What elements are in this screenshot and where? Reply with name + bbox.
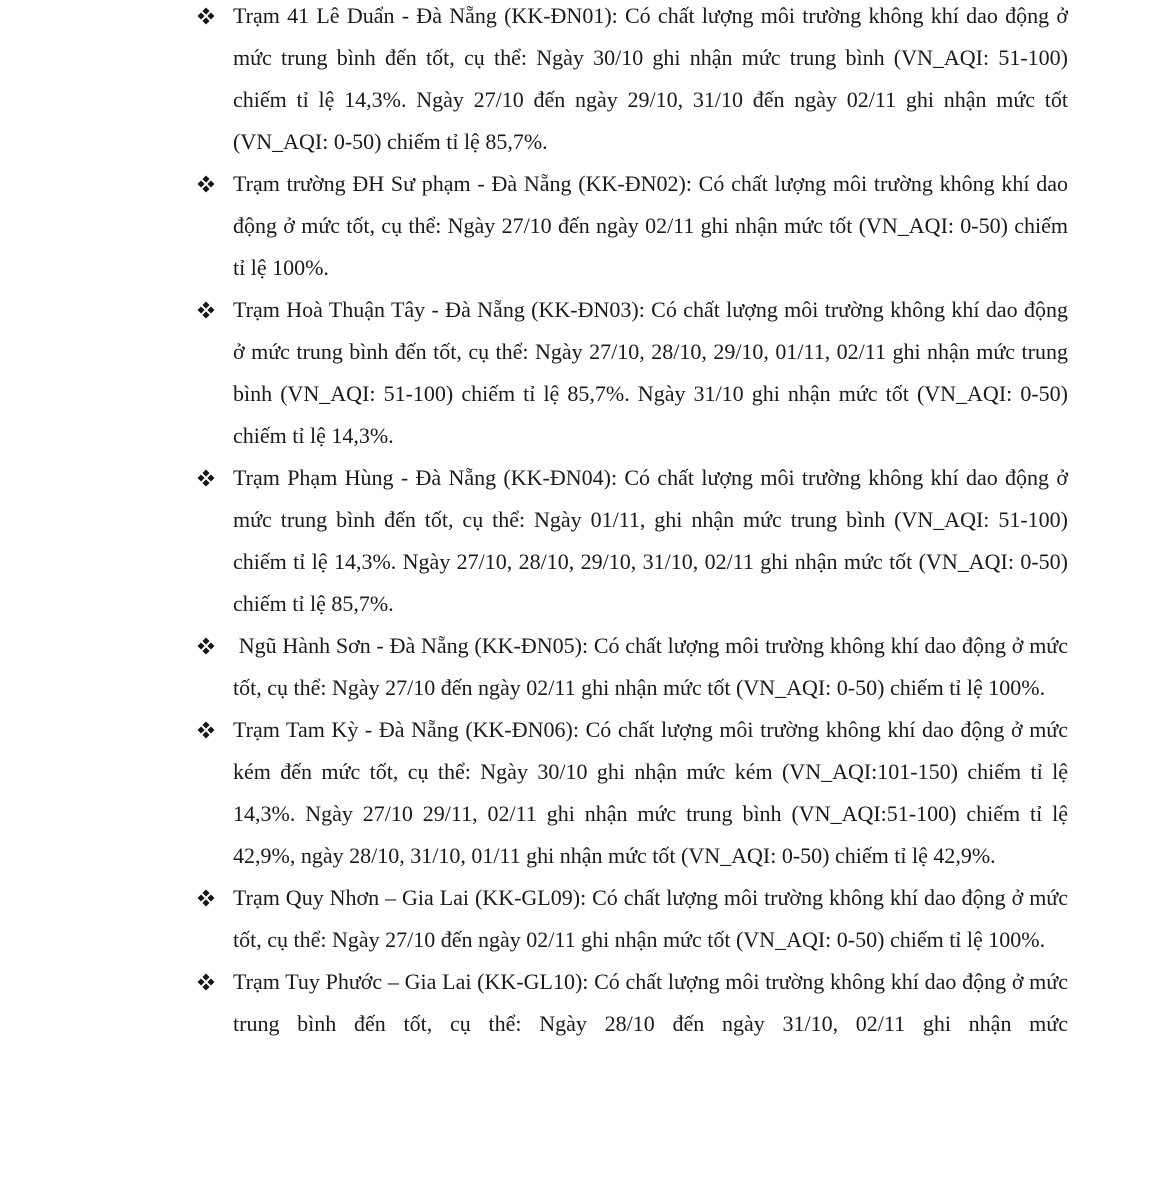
station-name: Trạm Quy Nhơn – Gia Lai (KK-GL09) [233,885,581,910]
station-report-text: : Có chất lượng môi trường không khí dao động ở mức tốt, cụ thể: Ngày 27/10 đến ngày 02/11 ghi nhận mức tốt (VN_AQI: 0-50) chiếm tỉ lệ 100%. [233,633,1068,700]
diamond-bullet-icon [198,638,215,655]
diamond-bullet-icon [198,302,215,319]
station-name: Trạm Tam Kỳ - Đà Nẵng (KK-ĐN06) [233,717,573,742]
station-report-list [200,0,1068,1045]
station-report-text: : Có chất lượng môi trường không khí dao động ở mức kém đến mức tốt, cụ thể: Ngày 30/10 ghi nhận mức kém (VN_AQI:101-150) chiếm tỉ lệ 14,3%. Ngày 27/10 29/11, 02/11 ghi nhận mức trung bình (VN_AQI:51-100) chiếm tỉ lệ 42,9%, ngày 28/10, 31/10, 01/11 ghi nhận mức tốt (VN_AQI: 0-50) chiếm tỉ lệ 42,9%. [233,717,1068,868]
station-report-text: : Có chất lượng môi trường không khí dao động ở mức trung bình đến tốt, cụ thể: Ngày 01/11, ghi nhận mức trung bình (VN_AQI: 51-100) chiếm tỉ lệ 14,3%. Ngày 27/10, 28/10, 29/10, 31/10, 02/11 ghi nhận mức tốt (VN_AQI: 0-50) chiếm tỉ lệ 85,7%. [233,465,1068,616]
station-report-item [233,163,1068,289]
diamond-bullet-icon [198,176,215,193]
station-report-item [233,961,1068,1045]
station-name: Trạm trường ĐH Sư phạm - Đà Nẵng (KK-ĐN02) [233,171,686,196]
station-name: Trạm Phạm Hùng - Đà Nẵng (KK-ĐN04) [233,465,611,490]
station-report-text: : Có chất lượng môi trường không khí dao động ở mức tốt, cụ thể: Ngày 27/10 đến ngày 02/11 ghi nhận mức tốt (VN_AQI: 0-50) chiếm tỉ lệ 100%. [233,885,1068,952]
station-report-text: : Có chất lượng môi trường không khí dao động ở mức tốt, cụ thể: Ngày 27/10 đến ngày 02/11 ghi nhận mức tốt (VN_AQI: 0-50) chiếm tỉ lệ 100%. [233,171,1068,280]
station-name: Trạm Hoà Thuận Tây - Đà Nẵng (KK-ĐN03) [233,297,639,322]
diamond-bullet-icon [198,974,215,991]
station-report-item [233,625,1068,709]
station-report-item [233,457,1068,625]
station-report-item [233,709,1068,877]
station-report-text: : Có chất lượng môi trường không khí dao động ở mức trung bình đến tốt, cụ thể: Ngày 30/10 ghi nhận mức trung bình (VN_AQI: 51-100) chiếm tỉ lệ 14,3%. Ngày 27/10 đến ngày 29/10, 31/10 đến ngày 02/11 ghi nhận mức tốt (VN_AQI: 0-50) chiếm tỉ lệ 85,7%. [233,3,1068,154]
diamond-bullet-icon [198,470,215,487]
station-name: Trạm 41 Lê Duẩn - Đà Nẵng (KK-ĐN01) [233,3,612,28]
diamond-bullet-icon [198,722,215,739]
station-report-item [233,877,1068,961]
station-report-text: : Có chất lượng môi trường không khí dao động ở mức trung bình đến tốt, cụ thể: Ngày 28/10 đến ngày 31/10, 02/11 ghi nhận mức [233,969,1068,1036]
station-name: Ngũ Hành Sơn - Đà Nẵng (KK-ĐN05) [233,633,582,658]
station-name: Trạm Tuy Phước – Gia Lai (KK-GL10) [233,969,583,994]
station-report-text: : Có chất lượng môi trường không khí dao động ở mức trung bình đến tốt, cụ thể: Ngày 27/10, 28/10, 29/10, 01/11, 02/11 ghi nhận mức trung bình (VN_AQI: 51-100) chiếm tỉ lệ 85,7%. Ngày 31/10 ghi nhận mức tốt (VN_AQI: 0-50) chiếm tỉ lệ 14,3%. [233,297,1068,448]
station-report-item [233,0,1068,163]
diamond-bullet-icon [198,890,215,907]
diamond-bullet-icon [198,8,215,25]
station-report-item [233,289,1068,457]
